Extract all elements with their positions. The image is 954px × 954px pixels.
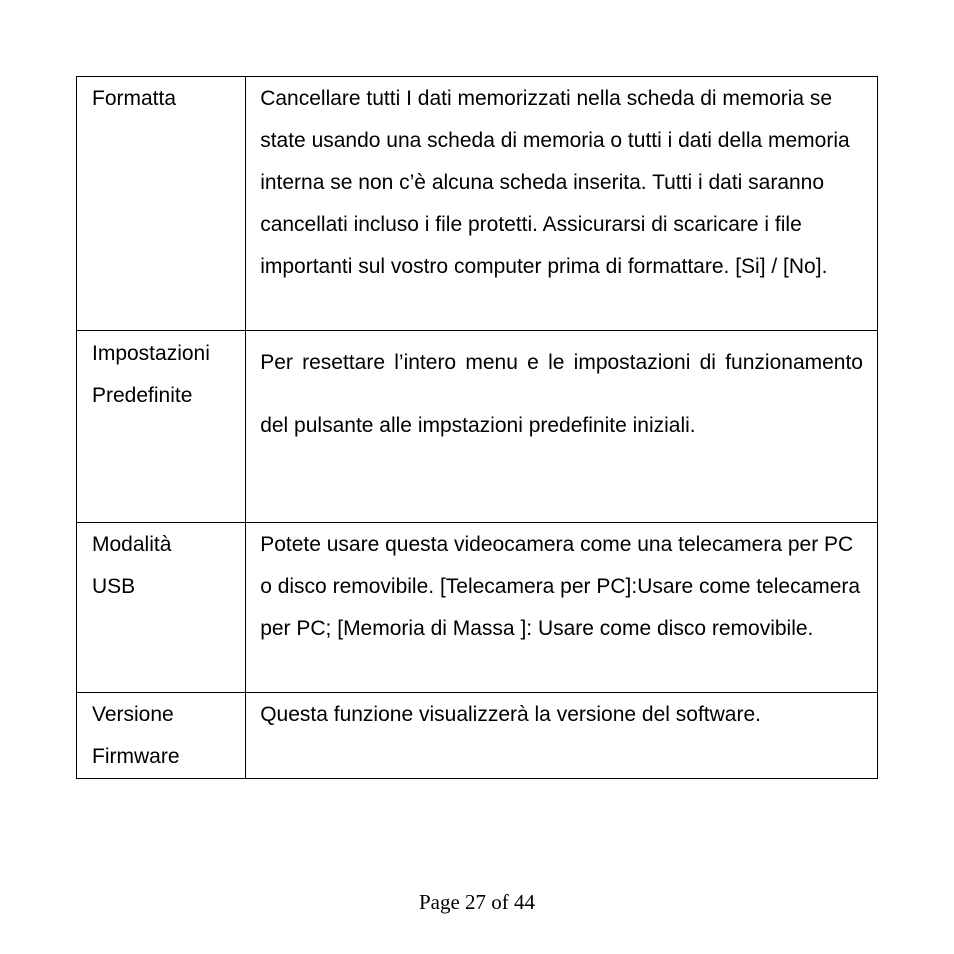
setting-description: Potete usare questa videocamera come una telecamera per PC o disco removibile. [Telecamera per PC]:Usare come telecamera per PC; [Memoria di Massa ]: Usare come disco removibile. [260,533,861,640]
setting-label-cell [77,693,246,779]
setting-description: Cancellare tutti I dati memorizzati nella scheda di memoria se state usando una scheda di memoria o tutti i dati della memoria interna se non c’è alcuna scheda inserita. Tutti i dati saranno cancellati incluso i file protetti. Assicurarsi di scaricare i file importanti sul vostro computer prima di formattare. [Si] / [No]. [260,87,850,278]
table-row-formatta [77,77,878,331]
setting-description-cell [246,77,878,331]
setting-label: Formatta [92,87,177,110]
table-row-impostazioni-predefinite [77,331,878,523]
setting-description-cell [246,331,878,523]
setting-label-line-2: Firmware [92,745,180,768]
setting-label-line-1: Modalità [92,533,172,556]
page-number: Page 27 of 44 [418,890,536,914]
setting-label-cell [77,523,246,693]
setting-label-line-1: Impostazioni [92,342,210,365]
table-row-versione-firmware [77,693,878,779]
setting-label-line-2: USB [92,575,136,598]
setting-description-cell [246,523,878,693]
setting-description: Questa funzione visualizzerà la versione del software. [260,703,761,726]
setting-label-line-1: Versione [92,703,174,726]
setting-label-cell [77,77,246,331]
setting-label-line-2: Predefinite [92,384,193,407]
settings-table [76,76,878,779]
table-row-modalita-usb [77,523,878,693]
setting-description-cell [246,693,878,779]
setting-description: Per resettare l’intero menu e le impostazioni di funzionamento del pulsante alle impstazioni predefinite iniziali. [260,351,863,437]
setting-label-cell [77,331,246,523]
